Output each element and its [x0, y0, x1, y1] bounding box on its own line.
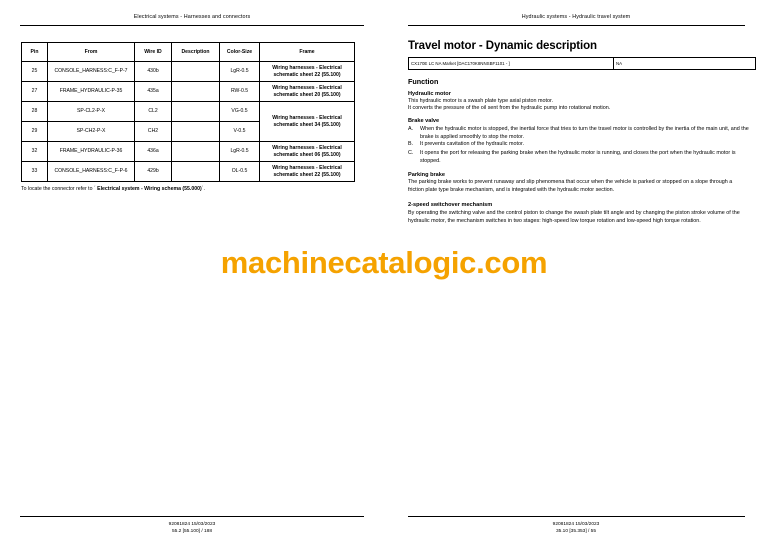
function-heading: Function — [408, 77, 439, 86]
cell-frame: Wiring harnesses - Electrical schematic sheet 20 (55.100) — [260, 82, 355, 102]
page-title: Travel motor - Dynamic description — [408, 40, 597, 52]
list-item-label: C. — [408, 150, 414, 156]
table-row — [22, 62, 355, 82]
cell-wire-id: 430b — [135, 62, 172, 82]
cell-pin: 27 — [22, 82, 48, 102]
cell-description — [172, 102, 220, 122]
cell-description — [172, 142, 220, 162]
left-header-rule — [20, 25, 364, 26]
cell-color-size: VG-0.5 — [220, 102, 260, 122]
cell-color-size: OL-0.5 — [220, 162, 260, 182]
left-footer-page-number: 55.2 [55.100] / 188 — [171, 529, 212, 535]
model-meta-table — [408, 57, 756, 70]
cell-description — [172, 62, 220, 82]
cell-description — [172, 162, 220, 182]
cell-pin: 33 — [22, 162, 48, 182]
cell-pin: 25 — [22, 62, 48, 82]
list-item-label: A. — [408, 126, 414, 132]
brake-valve-heading: Brake valve — [408, 118, 440, 124]
cell-from: CONSOLE_HARNESS:C_F-P-6 — [48, 162, 135, 182]
right-header-rule — [408, 25, 745, 26]
right-footer-doc-number: 92081824 15/03/2023 — [552, 522, 600, 527]
hydraulic-motor-text-2: It converts the pressure of the oil sent from the hydraulic pump into rotational motion. — [408, 105, 611, 111]
col-header-color-size: Color-Size — [220, 43, 260, 62]
list-item — [408, 150, 757, 166]
list-item — [408, 141, 757, 149]
meta-model: CX170E LC NA Market [DAC170K8NNSBF1101 - ] — [409, 58, 614, 70]
hydraulic-motor-text-1: This hydraulic motor is a swash plate type axial piston motor. — [408, 98, 554, 104]
cell-pin: 28 — [22, 102, 48, 122]
col-header-from: From — [48, 43, 135, 62]
list-item-text: When the hydraulic motor is stopped, the inertial force that tries to turn the travel motor is controlled by the inertia of the main unit, and the brake is applied smoothly to stop the motor. — [420, 126, 749, 140]
switchover-text: By operating the switching valve and the control piston to change the swash plate tilt angle and by changing the piston stroke volume of the hydraulic motor, the mechanism switches in two stages: high-speed low torque rotation and low-speed high torque rotation. — [408, 210, 740, 224]
list-item-text: It opens the port for releasing the parking brake when the hydraulic motor is running, and closes the port when the hydraulic motor is stopped. — [420, 150, 736, 164]
cell-from: FRAME_HYDRAULIC-P-36 — [48, 142, 135, 162]
col-header-frame: Frame — [260, 43, 355, 62]
left-page-header: Electrical systems - Harnesses and connectors — [133, 14, 251, 20]
cell-wire-id: CL2 — [135, 102, 172, 122]
cell-frame: Wiring harnesses - Electrical schematic sheet 06 (55.100) — [260, 142, 355, 162]
connector-table — [21, 42, 355, 182]
meta-market: NA — [614, 58, 756, 70]
cell-from: SP-CH2-P-X — [48, 122, 135, 142]
cell-color-size: V-0.5 — [220, 122, 260, 142]
cell-wire-id: 436a — [135, 142, 172, 162]
left-footer-doc-number: 92081824 15/03/2023 — [168, 522, 216, 527]
table-header-row — [22, 43, 355, 62]
right-page-footer — [384, 521, 768, 536]
right-page-header: Hydraulic systems - Hydraulic travel system — [521, 14, 631, 20]
left-footer-rule — [20, 516, 364, 517]
cell-frame: Wiring harnesses - Electrical schematic sheet 22 (55.100) — [260, 162, 355, 182]
cell-from: CONSOLE_HARNESS:C_F-P-7 — [48, 62, 135, 82]
cell-color-size: LgR-0.5 — [220, 62, 260, 82]
list-item — [408, 126, 757, 142]
cell-from: FRAME_HYDRAULIC-P-35 — [48, 82, 135, 102]
cell-pin: 29 — [22, 122, 48, 142]
note-reference: Electrical system - Wiring schema (55.000) — [97, 186, 202, 192]
col-header-description: Description — [172, 43, 220, 62]
col-header-wire-id: Wire ID — [135, 43, 172, 62]
table-row — [22, 162, 355, 182]
cell-frame: Wiring harnesses - Electrical schematic sheet 22 (55.100) — [260, 62, 355, 82]
cell-color-size: LgR-0.5 — [220, 142, 260, 162]
cell-from: SP-CL2-P-X — [48, 102, 135, 122]
hydraulic-motor-heading: Hydraulic motor — [408, 91, 451, 97]
parking-brake-text: The parking brake works to prevent runaway and slip phenomena that occur when the vehicle is parked or stopped on a slope through a friction plate type brake mechanism, and is integrated with the hydraulic motor section. — [408, 179, 733, 193]
cell-frame: Wiring harnesses - Electrical schematic sheet 34 (55.100) — [260, 102, 355, 142]
connector-note — [21, 186, 361, 192]
switchover-heading: 2-speed switchover mechanism — [408, 202, 493, 208]
list-item-text: It prevents cavitation of the hydraulic motor. — [420, 141, 524, 147]
col-header-pin: Pin — [22, 43, 48, 62]
cell-pin: 32 — [22, 142, 48, 162]
note-prefix: To locate the connector refer to ´ — [21, 186, 98, 192]
note-suffix: ´. — [201, 186, 205, 192]
cell-description — [172, 122, 220, 142]
list-item-label: B. — [408, 141, 414, 147]
table-row — [22, 82, 355, 102]
cell-color-size: RW-0.5 — [220, 82, 260, 102]
parking-brake-heading: Parking brake — [408, 172, 445, 178]
right-footer-page-number: 35.10 [35.353] / 55 — [555, 529, 596, 535]
right-footer-rule — [408, 516, 745, 517]
meta-row — [409, 58, 756, 70]
left-page-footer — [0, 521, 384, 536]
table-row — [22, 142, 355, 162]
watermark: machinecatalogic.com — [220, 245, 548, 280]
cell-wire-id: CH2 — [135, 122, 172, 142]
cell-wire-id: 429b — [135, 162, 172, 182]
cell-wire-id: 435a — [135, 82, 172, 102]
table-row — [22, 102, 355, 122]
cell-description — [172, 82, 220, 102]
